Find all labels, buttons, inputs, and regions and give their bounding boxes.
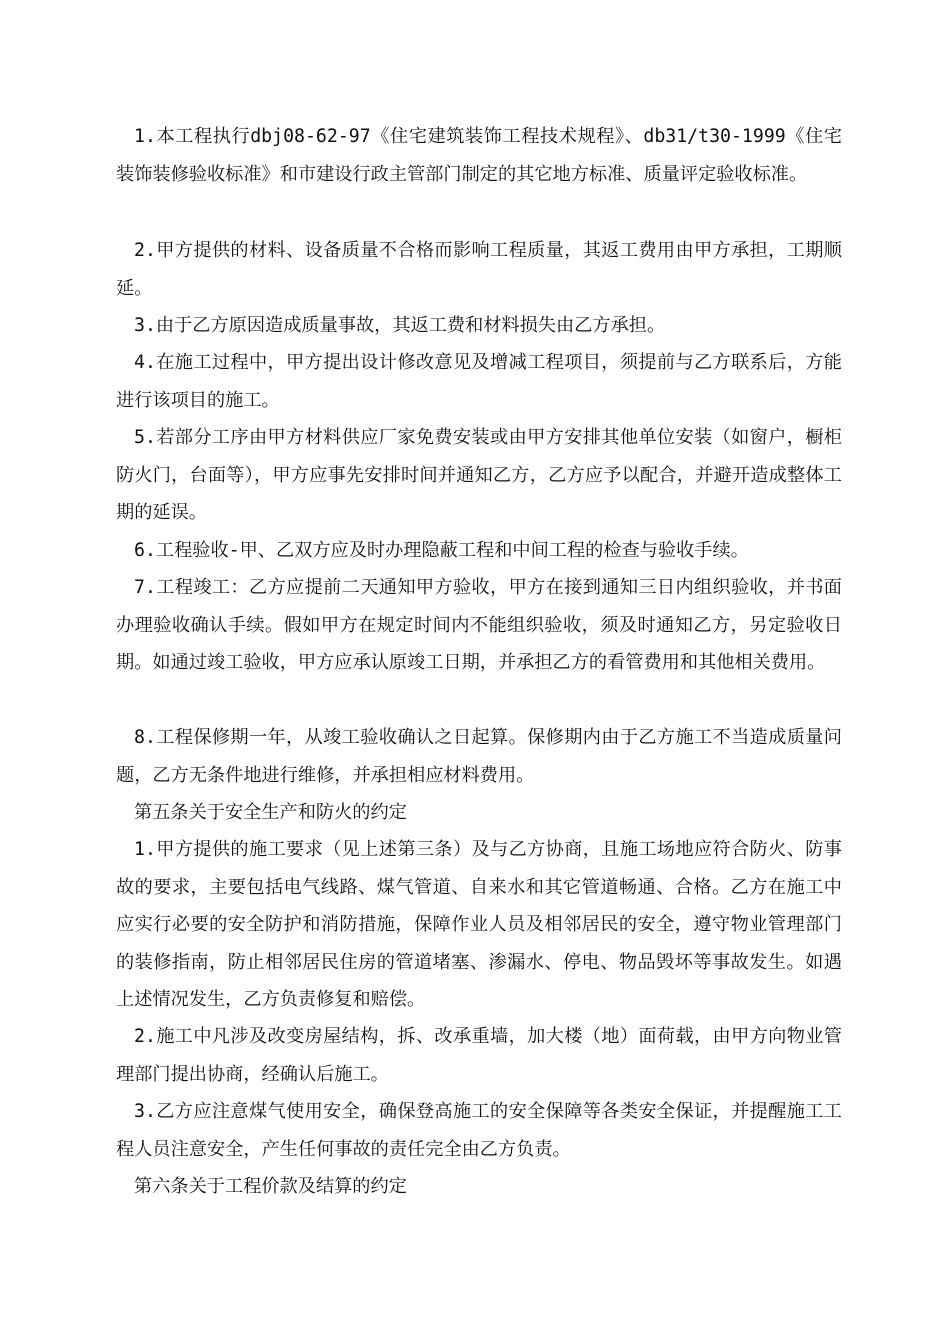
paragraph-safety-3: 3.乙方应注意煤气使用安全，确保登高施工的安全保障等各类安全保证，并提醒施工工程人员注意安全，产生任何事故的责任完全由乙方负责。 [116,1101,842,1160]
paragraph-clause-1: 1.本工程执行dbj08-62-97《住宅建筑装饰工程技术规程》、db31/t30-1999《住宅装饰装修验收标准》和市建设行政主管部门制定的其它地方标准、质量评定验收标准。 [116,126,842,185]
paragraph-clause-2: 2.甲方提供的材料、设备质量不合格而影响工程质量，其返工费用由甲方承担，工期顺延。 [116,240,842,299]
paragraph-clause-7: 7.工程竣工：乙方应提前二天通知甲方验收，甲方在接到通知三日内组织验收，并书面办理验收确认手续。假如甲方在规定时间内不能组织验收，须及时通知乙方，另定验收日期。如通过竣工验收，甲方应承认原竣工日期，并承担乙方的看管费用和其他相关费用。 [116,577,842,673]
section-heading-article-6: 第六条关于工程价款及结算的约定 [134,1176,407,1197]
paragraph-clause-3: 3.由于乙方原因造成质量事故，其返工费和材料损失由乙方承担。 [134,315,666,336]
section-heading-article-5: 第五条关于安全生产和防火的约定 [134,802,407,823]
paragraph-safety-2: 2.施工中凡涉及改变房屋结构，拆、改承重墙，加大楼（地）面荷载，由甲方向物业管理部门提出协商，经确认后施工。 [116,1026,842,1085]
paragraph-clause-6: 6.工程验收-甲、乙双方应及时办理隐蔽工程和中间工程的检查与验收手续。 [134,540,749,561]
paragraph-clause-8: 8.工程保修期一年，从竣工验收确认之日起算。保修期内由于乙方施工不当造成质量问题，乙方无条件地进行维修，并承担相应材料费用。 [116,727,842,786]
paragraph-clause-4: 4.在施工过程中，甲方提出设计修改意见及增减工程项目，须提前与乙方联系后，方能进行该项目的施工。 [116,352,842,411]
paragraph-clause-5: 5.若部分工序由甲方材料供应厂家免费安装或由甲方安排其他单位安装（如窗户，橱柜防火门，台面等），甲方应事先安排时间并通知乙方，乙方应予以配合，并避开造成整体工期的延误。 [116,427,842,523]
paragraph-safety-1: 1.甲方提供的施工要求（见上述第三条）及与乙方协商，且施工场地应符合防火、防事故的要求，主要包括电气线路、煤气管道、自来水和其它管道畅通、合格。乙方在施工中应实行必要的安全防护和消防措施，保障作业人员及相邻居民的安全，遵守物业管理部门的装修指南，防止相邻居民住房的管道堵塞、渗漏水、停电、物品毁坏等事故发生。如遇上述情况发生，乙方负责修复和赔偿。 [116,839,842,1010]
